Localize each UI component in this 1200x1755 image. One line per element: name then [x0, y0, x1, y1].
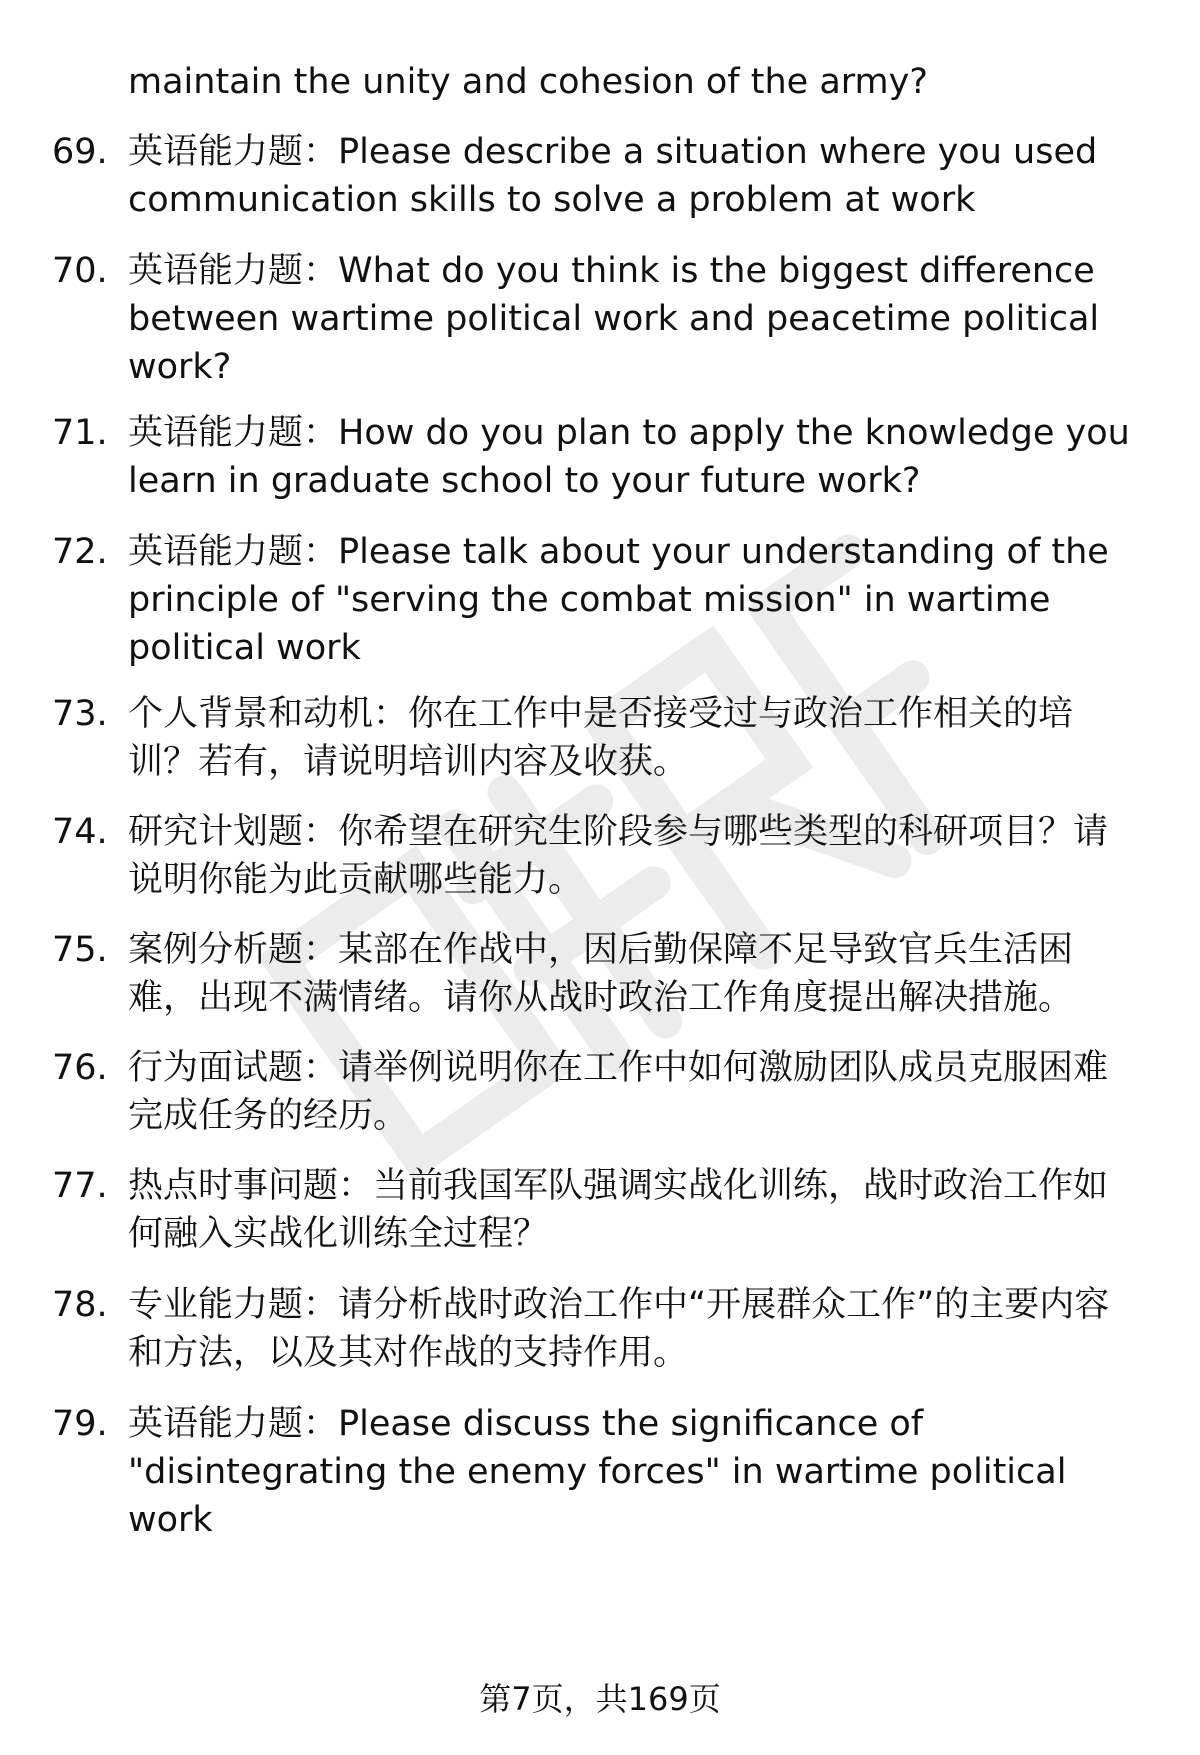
question-item	[52, 808, 1142, 904]
question-text: 英语能力题：How do you plan to apply the knowledge you learn in graduate school to your future work?	[128, 413, 1130, 501]
question-number: 78.	[52, 1285, 108, 1325]
question-number: 69.	[52, 132, 108, 172]
question-text: 研究计划题：你希望在研究生阶段参与哪些类型的科研项目？请说明你能为此贡献哪些能力。	[128, 812, 1109, 900]
question-number: 75.	[52, 930, 108, 970]
question-number: 76.	[52, 1048, 108, 1088]
question-item	[52, 528, 1142, 672]
question-text: 行为面试题：请举例说明你在工作中如何激励团队成员克服困难完成任务的经历。	[128, 1048, 1109, 1136]
question-item	[52, 926, 1142, 1022]
question-item	[52, 409, 1142, 505]
question-item	[52, 690, 1142, 786]
question-text: 英语能力题：Please talk about your understanding of the principle of "serving the combat mission" in wartime political work	[128, 532, 1109, 668]
question-item	[52, 128, 1142, 224]
question-text: 英语能力题：Please describe a situation where you used communication skills to solve a problem at work	[128, 132, 1098, 220]
question-item	[52, 1162, 1142, 1258]
question-number: 79.	[52, 1404, 108, 1444]
question-text: 热点时事问题：当前我国军队强调实战化训练，战时政治工作如何融入实战化训练全过程？	[128, 1166, 1109, 1254]
question-number: 70.	[52, 251, 108, 291]
question-number: 73.	[52, 694, 108, 734]
question-text: 专业能力题：请分析战时政治工作中“开展群众工作”的主要内容和方法，以及其对作战的支持作用。	[128, 1285, 1110, 1373]
question-number: 74.	[52, 812, 108, 852]
continuation-text: maintain the unity and cohesion of the army?	[128, 62, 928, 102]
question-number: 72.	[52, 532, 108, 572]
question-text: 案例分析题：某部在作战中，因后勤保障不足导致官兵生活困难，出现不满情绪。请你从战时政治工作角度提出解决措施。	[128, 930, 1074, 1018]
page-footer: 第7页，共169页	[479, 1680, 721, 1718]
question-item	[52, 1281, 1142, 1377]
question-text: 英语能力题：Please discuss the significance of "disintegrating the enemy forces" in wartime political work	[128, 1404, 1067, 1540]
question-text: 英语能力题：What do you think is the biggest difference between wartime political work and peacetime political work?	[128, 251, 1100, 387]
question-item	[52, 1400, 1142, 1544]
question-item	[52, 247, 1142, 391]
question-number: 71.	[52, 413, 108, 453]
question-item	[52, 1044, 1142, 1140]
question-number: 77.	[52, 1166, 108, 1206]
question-text: 个人背景和动机：你在工作中是否接受过与政治工作相关的培训？若有，请说明培训内容及收获。	[128, 694, 1074, 782]
